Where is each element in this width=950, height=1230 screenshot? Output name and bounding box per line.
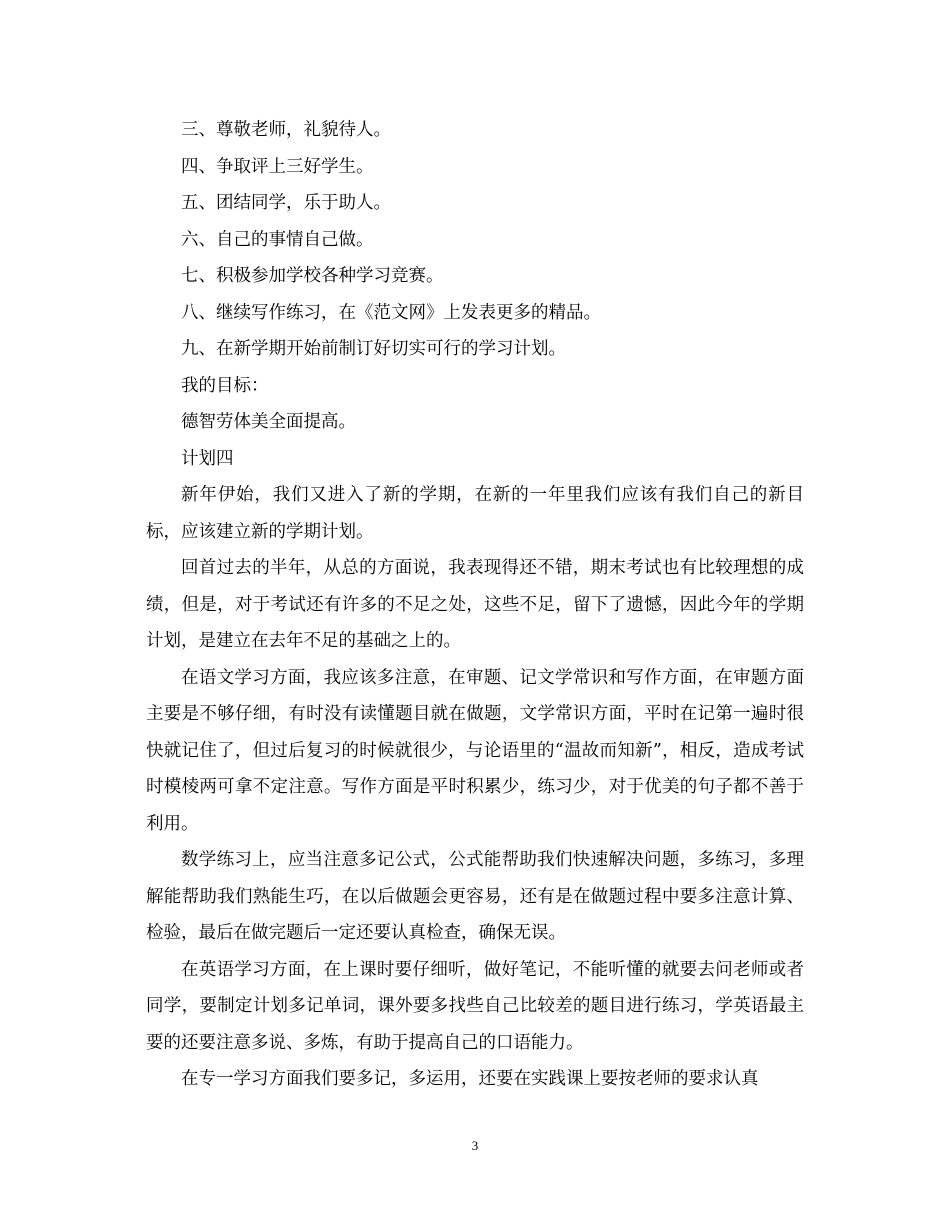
paragraph: 在语文学习方面，我应该多注意，在审题、记文学常识和写作方面，在审题方面主要是不够仔细，有时没有读懂题目就在做题，文学常识方面，平时在记第一遍时很快就记住了，但过后复习的时候就很少，与论语里的“温故而知新”，相反，造成考试时模棱两可拿不定注意。写作方面是平时积累少，练习少，对于优美的句子都不善于利用。 bbox=[146, 667, 804, 834]
list-item: 八、继续写作练习，在《范文网》上发表更多的精品。 bbox=[181, 302, 601, 323]
paragraph: 在英语学习方面，在上课时要仔细听，做好笔记，不能听懂的就要去问老师或者同学，要制定计划多记单词，课外要多找些自己比较差的题目进行练习，学英语最主要的还要注意多说、多炼，有助于提高自己的口语能力。 bbox=[146, 959, 804, 1053]
paragraph: 回首过去的半年，从总的方面说，我表现得还不错，期末考试也有比较理想的成绩，但是，对于考试还有许多的不足之处，这些不足，留下了遗憾，因此今年的学期计划，是建立在去年不足的基础之上的。 bbox=[146, 558, 804, 651]
list-item: 三、尊敬老师，礼貌待人。 bbox=[181, 120, 391, 140]
list-item: 九、在新学期开始前制订好切实可行的学习计划。 bbox=[181, 339, 566, 359]
list-item: 六、自己的事情自己做。 bbox=[181, 229, 374, 250]
document-body bbox=[146, 112, 804, 1098]
paragraph: 在专一学习方面我们要多记，多运用，还要在实践课上要按老师的要求认真 bbox=[181, 1069, 759, 1089]
goal-text: 德智劳体美全面提高。 bbox=[181, 412, 356, 432]
paragraph: 新年伊始，我们又进入了新的学期，在新的一年里我们应该有我们自己的新目标，应该建立新的学期计划。 bbox=[146, 485, 804, 542]
list-item: 四、争取评上三好学生。 bbox=[181, 156, 374, 177]
page-number: 3 bbox=[471, 1138, 479, 1153]
list-item: 七、积极参加学校各种学习竞赛。 bbox=[181, 266, 444, 286]
list-item: 五、团结同学，乐于助人。 bbox=[181, 193, 391, 213]
plan-heading: 计划四 bbox=[181, 448, 234, 469]
goal-heading: 我的目标： bbox=[181, 375, 269, 396]
paragraph: 数学练习上，应当注意多记公式，公式能帮助我们快速解决问题，多练习，多理解能帮助我们熟能生巧，在以后做题会更容易，还有是在做题过程中要多注意计算、检验，最后在做完题后一定还要认真检查，确保无误。 bbox=[146, 850, 804, 943]
